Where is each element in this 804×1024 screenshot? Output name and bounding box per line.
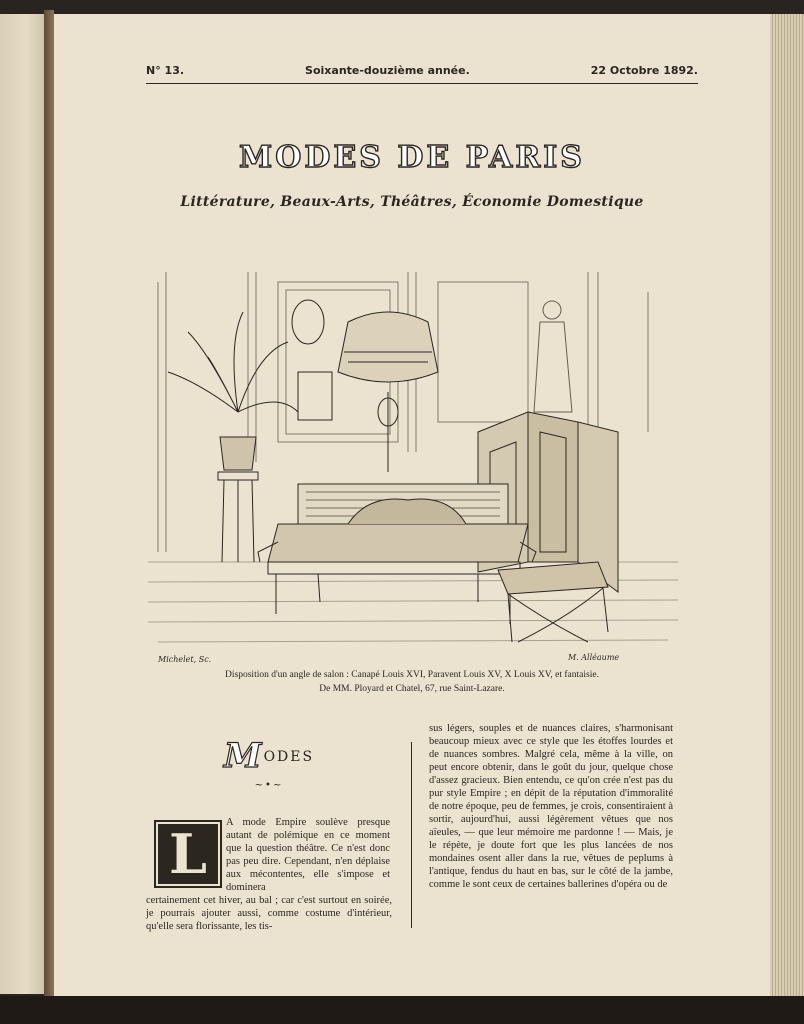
issue-date: 22 Octobre 1892. [590,64,698,77]
caption-line-2: De MM. Ployard et Chatel, 67, rue Saint-Lazare. [319,684,505,694]
canape-sofa [258,484,536,624]
book-gutter [44,10,54,1000]
salon-illustration [148,262,678,672]
masthead-title: MODES DE PARIS [239,140,585,175]
background-band [0,996,804,1024]
year-label: Soixante-douzième année. [305,64,470,77]
article-column-left [146,736,392,932]
header-rule [146,83,698,84]
page-stack-edge [770,14,804,996]
column-divider [411,742,412,928]
wall-painting [298,372,332,420]
x-stool [498,562,608,642]
section-title-rest: ODES [263,749,315,765]
title-ornament: ~•~ [254,780,284,791]
wall-medallion [292,300,324,344]
left-page-edge [0,14,46,994]
artist-signature: M. Alléaume [568,653,620,662]
running-header [146,64,698,77]
section-title-initial: M [223,736,264,776]
article-column-right [429,722,673,891]
figure-sketch [534,301,572,412]
illustration-caption [54,668,770,696]
engraver-signature: Michelet, Sc. [158,655,212,664]
dropcap-letter: L [154,820,222,888]
magazine-page [54,14,770,996]
article-text-left-full: certainement cet hiver, au bal ; car c'est surtout en soirée, je pourrais ajouter aussi, comme costume d'intérieur, qu'elle sera florissante, les tis- [146,895,392,932]
masthead-subtitle: Littérature, Beaux-Arts, Théâtres, Économie Domestique [180,194,644,210]
caption-line-1: Disposition d'un angle de salon : Canapé Louis XVI, Paravent Louis XV, X Louis XV, et fantaisie. [225,670,599,680]
article-text-indented: A mode Empire soulève presque autant de polémique en ce moment que la question théâtre. Ce n'est donc pas peu dire. Cependant, n'en déplaise aux mécontentes, elle s'impose et dominera [226,817,390,893]
article-text-right: sus légers, souples et de nuances claires, s'harmonisant beaucoup mieux avec ce style que les étoffes lourdes et de nuances sombres. Malgré cela, même à la ville, on peut encore obtenir, dans le goût du jour, quelque chose d'assez gracieux. Bien entendu, ce qu'on crée n'est pas du pur style Empire ; en dépit de la réputation d'immoralité de notre époque, peu de femmes, je crois, consentiraient à sortir, aujourd'hui, aussi légèrement vêtues que nos aïeules, — que leur mémoire me pardonne ! — Mais, je le répète, je doute fort que les plus lancées de nos mondaines osent aller dans la rue, vêtues de peplums à l'antique, fendus du haut en bas, sur le côté de la jambe, comme le sont ceux de certaines ballerines d'opéra ou de [429,723,673,890]
floor-lamp [338,312,438,472]
section-title [146,736,392,791]
issue-number: N° 13. [146,64,185,77]
